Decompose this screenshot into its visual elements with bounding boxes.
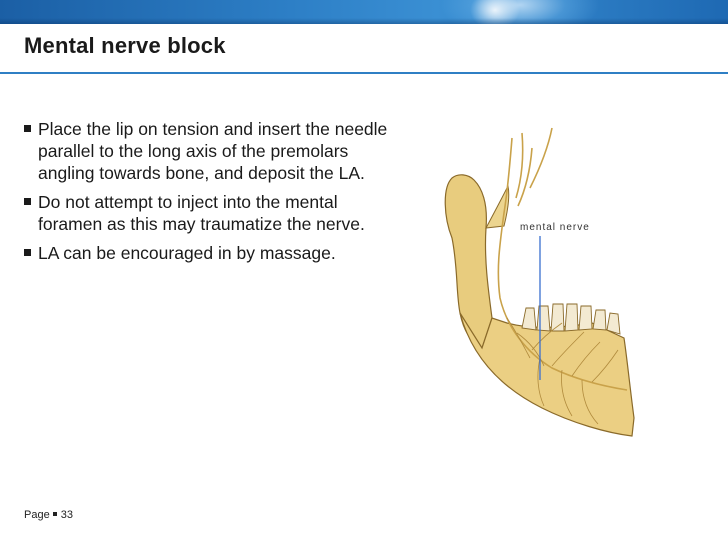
teeth (522, 304, 620, 334)
bullet-list (22, 118, 392, 271)
mandible-ramus (445, 175, 492, 348)
bullet-text: LA can be encouraged in by massage. (38, 243, 336, 263)
bullet-text: Do not attempt to inject into the mental foramen as this may traumatize the nerve. (38, 192, 365, 234)
mandible-nerve-illustration (412, 118, 662, 448)
page-footer (24, 509, 73, 521)
square-bullet-icon (24, 198, 31, 205)
bullet-item (22, 118, 392, 184)
title-divider (0, 72, 728, 74)
square-bullet-icon (24, 249, 31, 256)
square-bullet-icon (24, 125, 31, 132)
page-label: Page (24, 509, 50, 521)
slide-title: Mental nerve block (24, 33, 226, 58)
bullet-item (22, 191, 392, 235)
figure-label: mental nerve (520, 222, 590, 233)
header-banner (0, 0, 728, 24)
page-number: 33 (60, 509, 73, 521)
footer-bullet-icon (53, 512, 57, 516)
bullet-item (22, 242, 392, 264)
bullet-text: Place the lip on tension and insert the needle parallel to the long axis of the premolars angling towards bone, and deposit the LA. (38, 119, 388, 183)
